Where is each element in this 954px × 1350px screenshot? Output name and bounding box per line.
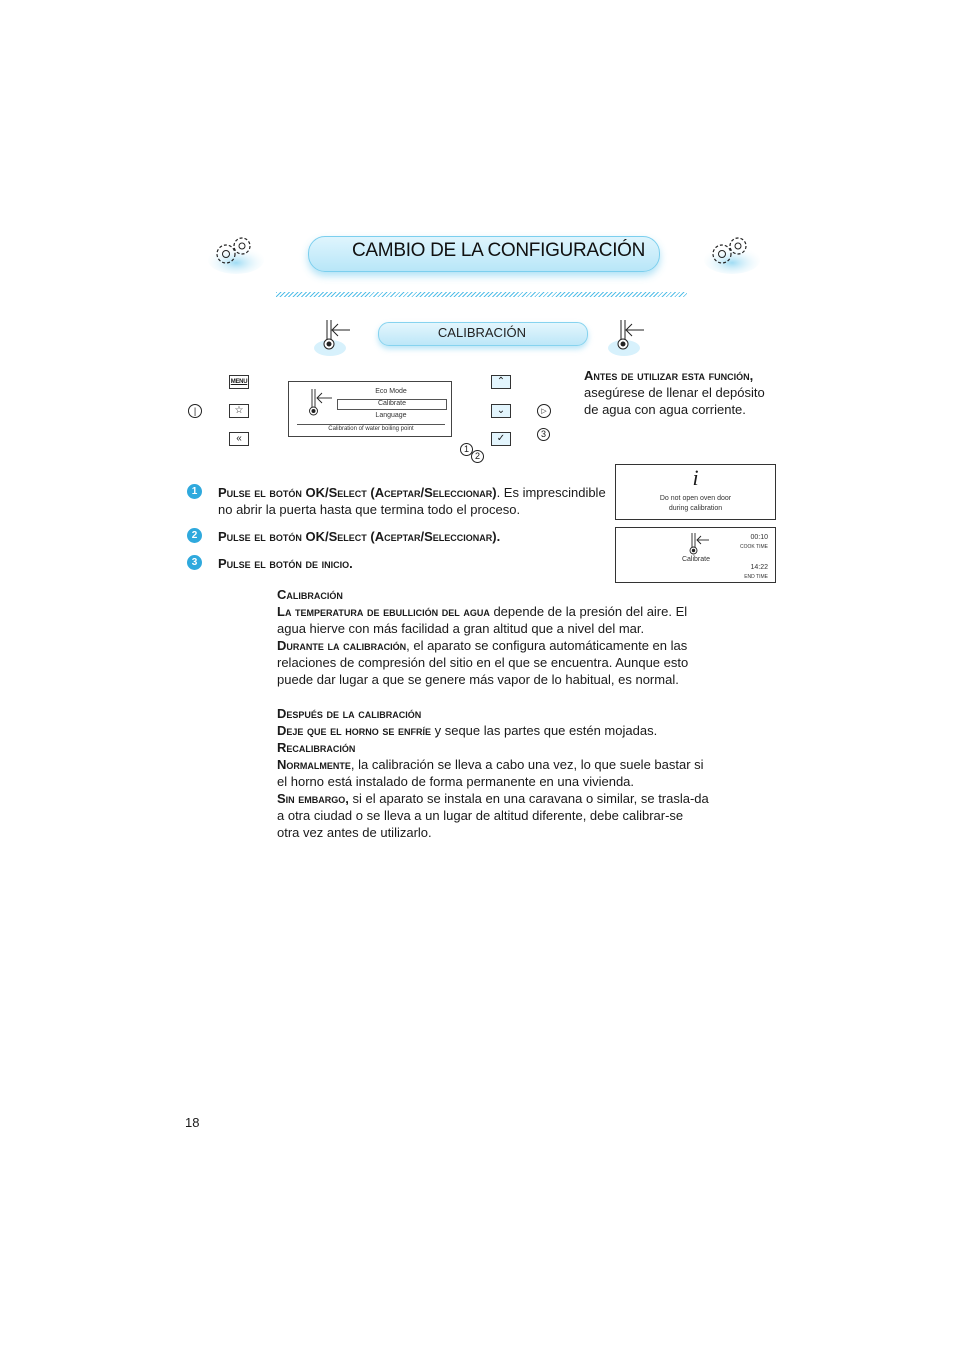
cook-time-label: COOK TIME xyxy=(740,544,768,550)
page-title: CAMBIO DE LA CONFIGURACIÓN xyxy=(352,240,646,261)
p2-text: , el aparato se configura automáticamente en las relaciones de compresión del sitio en el que se encuentra. Aunque esto puede dar lugar a que se genere más vapor de lo habitual, es normal. xyxy=(277,638,689,687)
step-number-3: 3 xyxy=(187,555,202,570)
callout-1: 1 xyxy=(460,443,473,456)
gear-icon-right xyxy=(702,232,762,276)
step-3 xyxy=(218,555,610,572)
control-display xyxy=(288,381,452,437)
down-button[interactable] xyxy=(491,404,511,418)
step-number-1: 1 xyxy=(187,484,202,499)
play-icon: ▷ xyxy=(541,407,547,415)
star-icon: ☆ xyxy=(234,405,244,416)
note-lead: Antes de utilizar esta función, xyxy=(584,368,754,383)
menu-button[interactable] xyxy=(229,375,249,389)
step-1-lead: Pulse el botón OK/Select (Aceptar/Seleccionar) xyxy=(218,485,497,500)
info-icon: i xyxy=(692,465,699,490)
section-subtitle: CALIBRACIÓN xyxy=(437,325,527,340)
start-button[interactable] xyxy=(537,404,551,418)
step-1-text: . Es imprescindible no abrir la puerta hasta que termina todo el proceso. xyxy=(218,485,606,517)
p1-text: depende de la presión del aire. El agua hierve con más facilidad a gran altitud que a nivel del mar. xyxy=(277,604,688,636)
heading-calibracion: Calibración xyxy=(277,587,343,602)
callout-2: 2 xyxy=(471,450,484,463)
p3-text: y seque las partes que estén mojadas. xyxy=(430,723,658,738)
note-text: asegúrese de llenar el depósito de agua con agua corriente. xyxy=(584,385,765,417)
menu-item-language: Language xyxy=(375,412,407,419)
gear-icon-left xyxy=(206,232,266,276)
paragraph-1 xyxy=(277,603,709,637)
menu-label: MENU xyxy=(230,379,248,385)
paragraph-2 xyxy=(277,637,709,688)
thermometer-icon-right xyxy=(608,316,648,358)
step-2-lead: Pulse el botón OK/Select (Aceptar/Seleccionar). xyxy=(218,529,501,544)
calibrate-screen xyxy=(615,527,776,583)
end-time-value: 14:22 xyxy=(750,564,768,571)
p1-lead: La temperatura de ebullición del agua xyxy=(277,604,490,619)
favorite-button[interactable] xyxy=(229,404,249,418)
heading-despues: Después de la calibración xyxy=(277,706,422,721)
paragraph-4 xyxy=(277,756,709,790)
p5-text: si el aparato se instala en una caravana o similar, se trasla-da a otra ciudad o se lleva a un lugar de altitud diferente, debe calibrar-se otra vez antes de utilizarlo. xyxy=(277,791,709,840)
power-icon: | xyxy=(193,405,197,416)
menu-item-eco-mode: Eco Mode xyxy=(375,388,407,395)
chevron-down-icon: ⌄ xyxy=(496,405,506,416)
thermometer-icon-display xyxy=(303,387,333,419)
step-number-2: 2 xyxy=(187,528,202,543)
ok-select-button[interactable] xyxy=(491,432,511,446)
p2-lead: Durante la calibración xyxy=(277,638,407,653)
double-chevron-left-icon: « xyxy=(236,433,242,444)
warning-line-1: Do not open oven door xyxy=(659,495,732,502)
heading-recalibracion: Recalibración xyxy=(277,740,356,755)
warning-screen xyxy=(615,464,776,520)
menu-item-calibrate: Calibrate xyxy=(337,399,447,410)
step-3-lead: Pulse el botón de inicio. xyxy=(218,556,353,571)
display-footer: Calibration of water boiling point xyxy=(328,426,414,432)
back-button[interactable] xyxy=(229,432,249,446)
preparation-note xyxy=(584,367,776,418)
divider xyxy=(276,292,687,297)
calibrate-label: Calibrate xyxy=(681,556,710,563)
body-text xyxy=(277,586,709,841)
warning-line-2: during calibration xyxy=(668,505,723,512)
page-number: 18 xyxy=(185,1115,200,1130)
end-time-label: END TIME xyxy=(744,574,768,580)
callout-3: 3 xyxy=(537,428,550,441)
thermometer-icon-left xyxy=(314,316,354,358)
p4-text: , la calibración se lleva a cabo una vez, lo que suele bastar si el horno está instalado de forma permanente en una vivienda. xyxy=(277,757,704,789)
power-button[interactable] xyxy=(188,404,202,418)
display-rule xyxy=(297,424,445,425)
step-1 xyxy=(218,484,610,518)
paragraph-5 xyxy=(277,790,709,841)
paragraph-3 xyxy=(277,722,709,739)
p4-lead: Normalmente xyxy=(277,757,351,772)
cook-time-value: 00:10 xyxy=(750,534,768,541)
up-button[interactable] xyxy=(491,375,511,389)
check-icon: ✓ xyxy=(496,433,506,444)
chevron-up-icon: ⌃ xyxy=(496,376,506,387)
thermometer-icon-screen xyxy=(686,531,710,557)
step-2 xyxy=(218,528,610,545)
p3-lead: Deje que el horno se enfríe xyxy=(277,723,431,738)
p5-lead: Sin embargo, xyxy=(277,791,349,806)
